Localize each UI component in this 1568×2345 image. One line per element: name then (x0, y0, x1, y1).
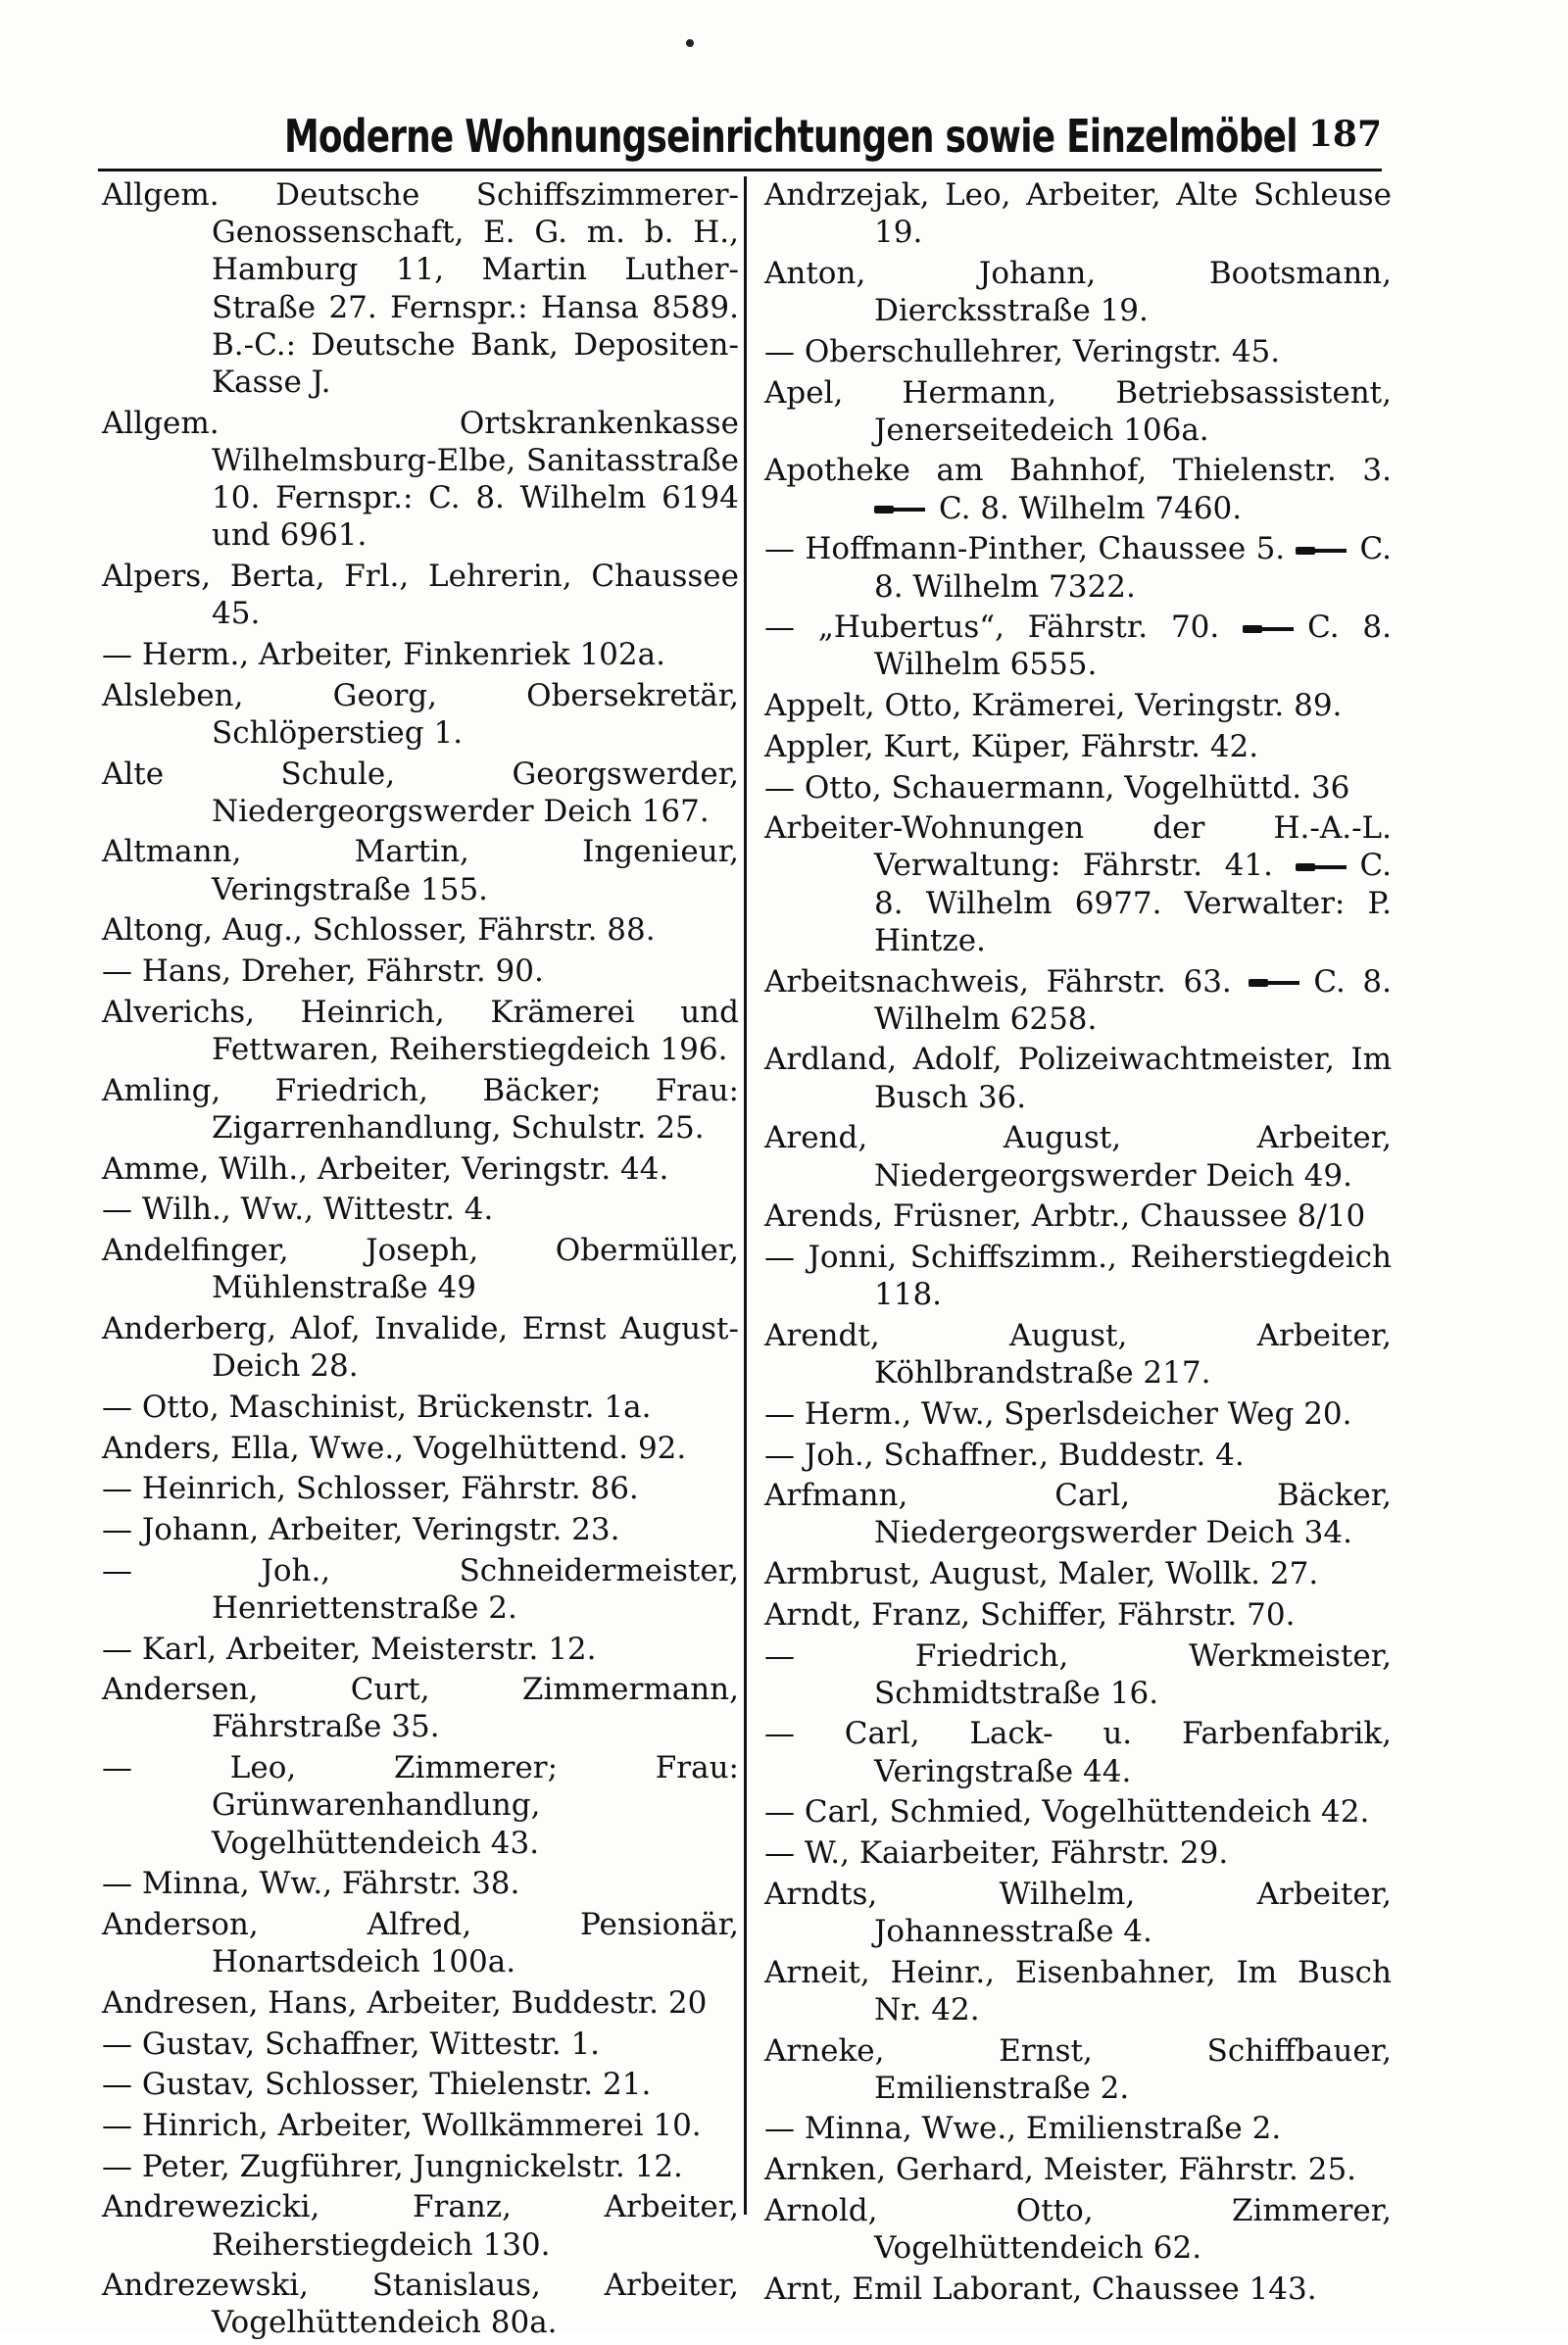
directory-entry (102, 833, 739, 907)
entry-text: Arbeiter-Wohnungen der H.-A.-L. Verwaltung: Fährstr. 41. (764, 810, 1392, 884)
phone-number: C. 8. Wilhelm 7322. (874, 531, 1392, 605)
entry-text: — „Hubertus“, Fährstr. 70. (764, 610, 1220, 646)
directory-entry (102, 1310, 739, 1385)
directory-entry (764, 1041, 1392, 1115)
directory-entry (764, 1239, 1392, 1313)
page-number: 187 (1307, 114, 1382, 155)
entry-text: Appelt, Otto, Krämerei, Veringstr. 89. (764, 688, 1343, 724)
directory-entry (102, 1865, 739, 1902)
entry-text: — Herm., Ww., Sperlsdeicher Weg 20. (764, 1395, 1352, 1432)
directory-entry (102, 1232, 739, 1306)
entry-text: — Gustav, Schlosser, Thielenstr. 21. (102, 2067, 652, 2103)
directory-entry (764, 809, 1392, 959)
entry-text: — W., Kaiarbeiter, Fährstr. 29. (764, 1835, 1229, 1872)
directory-entry (764, 333, 1392, 370)
entry-text: Anton, Johann, Bootsmann, Diercksstraße 19. (764, 255, 1392, 329)
entry-text: Anders, Ella, Wwe., Vogelhüttend. 92. (102, 1430, 687, 1466)
directory-entry (764, 1197, 1392, 1235)
entry-text: Arnold, Otto, Zimmerer, Vogelhüttendeich 62. (764, 2192, 1392, 2267)
entry-text: Arnt, Emil Laborant, Chaussee 143. (764, 2271, 1317, 2307)
entry-text: — Friedrich, Werkmeister, Schmidtstraße 16. (764, 1637, 1392, 1711)
directory-entry (764, 1119, 1392, 1194)
directory-entry (764, 2271, 1392, 2308)
directory-entry (764, 2192, 1392, 2267)
directory-entry (764, 769, 1392, 806)
page-header (98, 110, 1382, 169)
directory-entry (102, 1470, 739, 1507)
entry-text: Altong, Aug., Schlosser, Fährstr. 88. (102, 912, 656, 949)
entry-text: Amme, Wilh., Arbeiter, Veringstr. 44. (102, 1150, 669, 1187)
entry-text: Andrewezicki, Franz, Arbeiter, Reiherstiegdeich 130. (102, 2189, 739, 2263)
entry-text: Arndts, Wilhelm, Arbeiter, Johannesstraße 4. (764, 1876, 1392, 1949)
directory-entry (102, 1389, 739, 1426)
directory-entry (102, 994, 739, 1068)
entry-text: — Carl, Lack- u. Farbenfabrik, Veringstraße 44. (764, 1716, 1392, 1789)
directory-entry (102, 2267, 739, 2341)
directory-entry (102, 953, 739, 990)
entry-text: — Hinrich, Arbeiter, Wollkämmerei 10. (102, 2107, 702, 2143)
entry-text: Anderson, Alfred, Pensionär, Honartsdeich 100a. (102, 1906, 739, 1980)
entry-text: Arend, August, Arbeiter, Niedergeorgswerder Deich 49. (764, 1120, 1392, 1194)
entry-text: Amling, Friedrich, Bäcker; Frau: Zigarrenhandlung, Schulstr. 25. (102, 1072, 739, 1146)
directory-entry (102, 677, 739, 752)
entry-text: — Herm., Arbeiter, Finkenriek 102a. (102, 636, 665, 672)
entry-text: — Otto, Maschinist, Brückenstr. 1a. (102, 1389, 652, 1425)
directory-entry (102, 756, 739, 830)
directory-entry (102, 1631, 739, 1668)
phone-number: C. 8. Wilhelm 6258. (874, 963, 1393, 1037)
entry-text: — Joh., Schneidermeister, Henriettenstraße 2. (102, 1552, 739, 1626)
entry-text: — Oberschullehrer, Veringstr. 45. (764, 333, 1281, 369)
entry-note: Verwalter: P. Hintze. (874, 885, 1392, 958)
directory-entry (102, 405, 739, 555)
directory-entry (764, 1555, 1392, 1592)
entry-text: — Otto, Schauermann, Vogelhüttd. 36 (764, 769, 1350, 806)
directory-entry (764, 1637, 1392, 1712)
directory-entry (764, 2151, 1392, 2188)
directory-entry (764, 1793, 1392, 1831)
directory-entry (764, 452, 1392, 526)
entry-text: Anderberg, Alof, Invalide, Ernst August-Deich 28. (102, 1310, 739, 1385)
directory-entry (102, 176, 739, 401)
directory-entry (764, 1834, 1392, 1872)
entry-text: Apotheke am Bahnhof, Thielenstr. 3. (764, 453, 1392, 489)
entry-text: Arfmann, Carl, Bäcker, Niedergeorgswerder Deich 34. (764, 1478, 1392, 1551)
entry-text: Arbeitsnachweis, Fährstr. 63. (764, 963, 1232, 1000)
entry-text: — Carl, Schmied, Vogelhüttendeich 42. (764, 1794, 1370, 1831)
directory-entry (764, 1954, 1392, 2028)
entry-text: Arends, Früsner, Arbtr., Chaussee 8/10 (764, 1198, 1366, 1235)
directory-entry (764, 2110, 1392, 2147)
directory-entry (102, 1906, 739, 1980)
entry-text: — Karl, Arbeiter, Meisterstr. 12. (102, 1631, 597, 1667)
left-column (102, 176, 739, 2345)
phone-icon (1296, 544, 1347, 558)
directory-entry (764, 1437, 1392, 1474)
directory-entry (102, 2188, 739, 2263)
entry-text: — Minna, Wwe., Emilienstraße 2. (764, 2111, 1282, 2147)
entry-text: Arendt, August, Arbeiter, Köhlbrandstraße 217. (764, 1317, 1392, 1392)
entry-text: Andrezewski, Stanislaus, Arbeiter, Vogelhüttendeich 80a. (102, 2268, 739, 2341)
directory-entry (102, 1150, 739, 1188)
entry-text: — Jonni, Schiffszimm., Reiherstiegdeich 118. (764, 1239, 1392, 1313)
phone-number: C. 8. Wilhelm 7460. (939, 490, 1243, 526)
entry-text: Alverichs, Heinrich, Krämerei und Fettwaren, Reiherstiegdeich 196. (102, 994, 739, 1067)
directory-entry (764, 1876, 1392, 1950)
entry-text: — Minna, Ww., Fährstr. 38. (102, 1866, 520, 1902)
directory-entry (764, 609, 1392, 683)
column-divider (744, 176, 747, 2215)
phone-number: C. 8. Wilhelm 6555. (874, 610, 1392, 683)
print-speck (686, 39, 694, 47)
directory-entry (764, 1715, 1392, 1789)
directory-entry (102, 1984, 739, 2022)
phone-icon (874, 503, 925, 516)
directory-entry (764, 530, 1392, 605)
entry-text: Armbrust, August, Maler, Wollk. 27. (764, 1556, 1319, 1592)
directory-entry (102, 1749, 739, 1862)
directory-entry (102, 558, 739, 632)
phone-icon (1243, 622, 1294, 636)
directory-entry (764, 687, 1392, 724)
directory-entry (102, 911, 739, 949)
entry-text: Arneke, Ernst, Schiffbauer, Emilienstraße 2. (764, 2032, 1392, 2106)
directory-entry (102, 1511, 739, 1548)
entry-text: — Heinrich, Schlosser, Fährstr. 86. (102, 1471, 639, 1507)
entry-text: — Peter, Zugführer, Jungnickelstr. 12. (102, 2148, 683, 2184)
directory-entry (764, 1477, 1392, 1551)
directory-entry (102, 2026, 739, 2063)
entry-text: Andresen, Hans, Arbeiter, Buddestr. 20 (102, 1984, 708, 2021)
directory-entry (102, 1191, 739, 1228)
entry-text: — Joh., Schaffner., Buddestr. 4. (764, 1437, 1245, 1473)
directory-entry (764, 255, 1392, 329)
directory-entry (764, 728, 1392, 765)
entry-text: Alpers, Berta, Frl., Lehrerin, Chaussee 45. (102, 559, 739, 632)
entry-text: Allgem. Ortskrankenkasse Wilhelmsburg-Elbe, Sanitasstraße 10. Fernspr.: C. 8. Wilhelm 6194 und 6961. (102, 405, 739, 554)
directory-entry (764, 1317, 1392, 1392)
phone-icon (1296, 860, 1347, 874)
entry-text: Alte Schule, Georgswerder, Niedergeorgswerder Deich 167. (102, 756, 739, 829)
entry-text: Arneit, Heinr., Eisenbahner, Im Busch Nr. 42. (764, 1954, 1392, 2027)
entry-text: — Hans, Dreher, Fährstr. 90. (102, 953, 544, 990)
directory-entry (102, 2107, 739, 2144)
entry-text: — Johann, Arbeiter, Veringstr. 23. (102, 1511, 620, 1547)
entry-text: Arndt, Franz, Schiffer, Fährstr. 70. (764, 1596, 1296, 1633)
directory-entry (102, 1072, 739, 1147)
directory-entry (764, 1596, 1392, 1634)
phone-number: C. 8. Wilhelm 6977. (874, 848, 1392, 921)
running-title: Moderne Wohnungseinrichtungen sowie Einzelmöbel (284, 110, 1298, 163)
entry-text: Andrzejak, Leo, Arbeiter, Alte Schleuse 19. (764, 177, 1392, 251)
directory-entry (102, 2066, 739, 2103)
directory-entry (764, 2032, 1392, 2107)
entry-text: Andersen, Curt, Zimmermann, Fährstraße 35. (102, 1672, 739, 1745)
directory-entry (764, 374, 1392, 449)
entry-text: Arnken, Gerhard, Meister, Fährstr. 25. (764, 2152, 1357, 2188)
directory-entry (102, 2148, 739, 2185)
directory-entry (102, 1671, 739, 1745)
header-rule (98, 169, 1382, 171)
directory-entry (102, 1552, 739, 1627)
phone-icon (1249, 976, 1299, 990)
entry-text: Apel, Hermann, Betriebsassistent, Jenerseitedeich 106a. (764, 374, 1392, 448)
entry-text: Ardland, Adolf, Polizeiwachtmeister, Im Busch 36. (764, 1042, 1392, 1115)
entry-text: Alsleben, Georg, Obersekretär, Schlöperstieg 1. (102, 677, 739, 751)
entry-text: — Wilh., Ww., Wittestr. 4. (102, 1192, 494, 1228)
entry-text: — Gustav, Schaffner, Wittestr. 1. (102, 2026, 601, 2062)
entry-text: Andelfinger, Joseph, Obermüller, Mühlenstraße 49 (102, 1232, 739, 1306)
entry-text: — Hoffmann-Pinther, Chaussee 5. (764, 531, 1286, 567)
directory-entry (764, 176, 1392, 251)
entry-text: Allgem. Deutsche Schiffszimmerer-Genossenschaft, E. G. m. b. H., Hamburg 11, Martin Luther-Straße 27. Fernspr.: Hansa 8589. B.-C.: Deutsche Bank, Depositen-Kasse J. (102, 177, 739, 401)
entry-text: Appler, Kurt, Küper, Fährstr. 42. (764, 728, 1259, 764)
entry-text: Altmann, Martin, Ingenieur, Veringstraße 155. (102, 834, 739, 907)
right-column (764, 176, 1392, 2311)
directory-entry (764, 1395, 1392, 1433)
directory-entry (102, 1430, 739, 1467)
directory-entry (764, 963, 1392, 1038)
entry-text: — Leo, Zimmerer; Frau: Grünwarenhandlung, Vogelhüttendeich 43. (102, 1750, 739, 1861)
directory-entry (102, 636, 739, 673)
